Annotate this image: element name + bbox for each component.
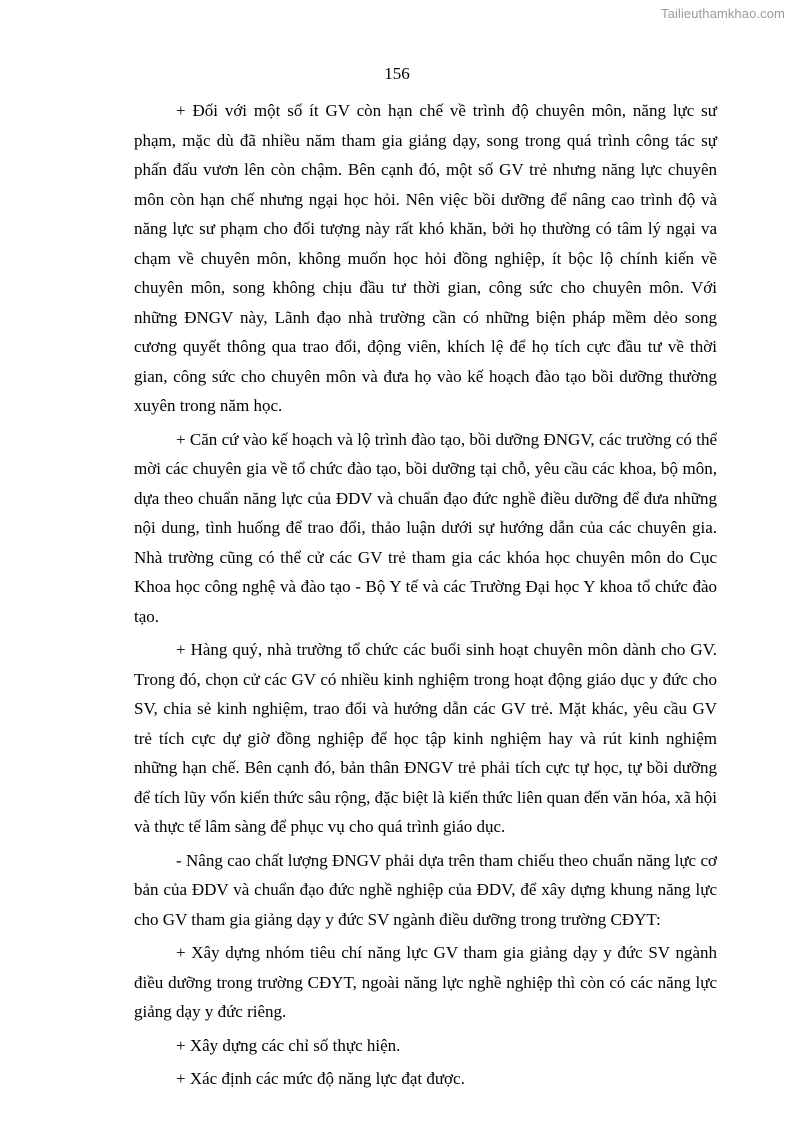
paragraph: + Xây dựng các chỉ số thực hiện. [176, 1035, 401, 1055]
paragraph: + Xác định các mức độ năng lực đạt được. [176, 1069, 465, 1088]
paragraph: + Hàng quý, nhà trường tổ chức các buổi sinh hoạt chuyên môn dành cho GV. Trong đó, chọn cử các GV có nhiều kinh nghiệm trong hoạt động giáo dục y đức cho SV, chia sẻ kinh nghiệm, trao đổi và hướng dẫn các GV trẻ. Mặt khác, yêu cầu GV trẻ tích cực dự giờ đồng nghiệp để học tập kinh nghiệm hay và rút kinh nghiệm những hạn chế. Bên cạnh đó, bản thân ĐNGV trẻ phải tích cực tự học, tự bồi dưỡng để tích lũy vốn kiến thức sâu rộng, đặc biệt là kiến thức liên quan đến văn hóa, xã hội và thực tế lâm sàng để phục vụ cho quá trình giáo dục. [134, 640, 717, 836]
paragraph: - Nâng cao chất lượng ĐNGV phải dựa trên tham chiếu theo chuẩn năng lực cơ bản của ĐDV và chuẩn đạo đức nghề nghiệp của ĐDV, để xây dựng khung năng lực cho GV tham gia giảng dạy y đức SV ngành điều dưỡng trong trường CĐYT: [134, 850, 717, 929]
document-body [134, 96, 717, 1098]
page-number: 156 [384, 64, 410, 83]
paragraph: + Căn cứ vào kế hoạch và lộ trình đào tạo, bồi dưỡng ĐNGV, các trường có thể mời các chuyên gia về tổ chức đào tạo, bồi dưỡng tại chỗ, yêu cầu các khoa, bộ môn, dựa theo chuẩn năng lực của ĐDV và chuẩn đạo đức nghề điều dưỡng để đưa những nội dung, tình huống để trao đổi, thảo luận dưới sự hướng dẫn của các chuyên gia. Nhà trường cũng có thể cử các GV trẻ tham gia các khóa học chuyên môn do Cục Khoa học công nghệ và đào tạo - Bộ Y tế và các Trường Đại học Y khoa tổ chức đào tạo. [134, 429, 717, 626]
paragraph: + Đối với một số ít GV còn hạn chế về trình độ chuyên môn, năng lực sư phạm, mặc dù đã nhiều năm tham gia giảng dạy, song trong quá trình công tác sự phấn đấu vươn lên còn chậm. Bên cạnh đó, một số GV trẻ nhưng năng lực chuyên môn còn hạn chế nhưng ngại học hỏi. Nên việc bồi dưỡng để nâng cao trình độ và năng lực sư phạm cho đối tượng này rất khó khăn, bởi họ thường có tâm lý ngại va chạm về chuyên môn, không muốn học hỏi đồng nghiệp, ít bộc lộ chính kiến về chuyên môn, song không chịu đầu tư thời gian, công sức cho chuyên môn. Với những ĐNGV này, Lãnh đạo nhà trường cần có những biện pháp mềm dẻo song cương quyết thông qua trao đổi, động viên, khích lệ để họ tích cực đầu tư về thời gian, công sức cho chuyên môn và đưa họ vào kế hoạch đào tạo bồi dưỡng thường xuyên trong năm học. [134, 101, 717, 415]
paragraph: + Xây dựng nhóm tiêu chí năng lực GV tham gia giảng dạy y đức SV ngành điều dưỡng trong trường CĐYT, ngoài năng lực nghề nghiệp thì còn có các năng lực giảng dạy y đức riêng. [134, 943, 717, 1021]
watermark: Tailieuthamkhao.com [660, 6, 785, 21]
